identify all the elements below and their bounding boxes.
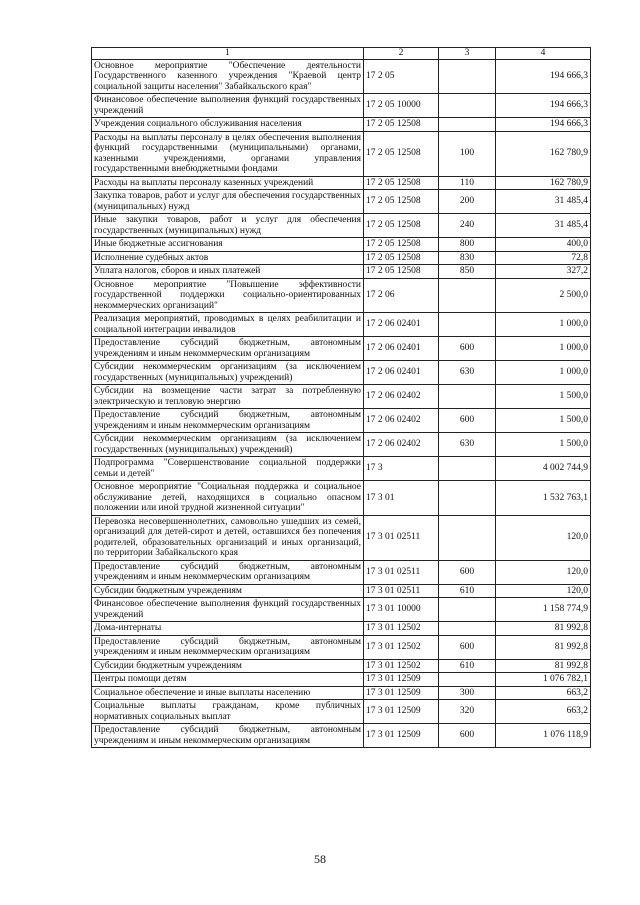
row-amount-cell: 162 780,9 <box>496 176 591 190</box>
row-amount-cell: 72,8 <box>496 251 591 265</box>
row-expense-type-cell: 610 <box>439 584 496 598</box>
row-code-cell: 17 2 05 12508 <box>364 176 439 190</box>
row-expense-type-cell: 240 <box>439 214 496 238</box>
row-name-cell: Субсидии бюджетным учреждениям <box>92 659 364 673</box>
row-code-cell: 17 2 06 02401 <box>364 361 439 385</box>
row-amount-cell: 663,2 <box>496 700 591 724</box>
table-row <box>92 251 591 265</box>
row-expense-type-cell: 100 <box>439 131 496 176</box>
row-code-cell: 17 3 01 12502 <box>364 659 439 673</box>
row-name-cell: Социальные выплаты гражданам, кроме публичных нормативных социальных выплат <box>92 700 364 724</box>
table-row <box>92 409 591 433</box>
row-expense-type-cell <box>439 278 496 313</box>
row-expense-type-cell <box>439 515 496 560</box>
row-expense-type-cell: 600 <box>439 337 496 361</box>
row-amount-cell: 162 780,9 <box>496 131 591 176</box>
table-row <box>92 560 591 584</box>
row-expense-type-cell <box>439 598 496 622</box>
row-code-cell: 17 2 05 10000 <box>364 94 439 118</box>
row-expense-type-cell: 600 <box>439 409 496 433</box>
table-row <box>92 433 591 457</box>
column-header-4: 4 <box>496 48 591 60</box>
page-number: 58 <box>314 852 326 866</box>
row-code-cell: 17 3 01 02511 <box>364 584 439 598</box>
table-row <box>92 337 591 361</box>
row-code-cell: 17 3 01 12502 <box>364 635 439 659</box>
row-code-cell: 17 3 01 10000 <box>364 598 439 622</box>
row-code-cell: 17 2 06 02402 <box>364 409 439 433</box>
table-row <box>92 635 591 659</box>
row-code-cell: 17 3 01 <box>364 481 439 516</box>
row-code-cell: 17 2 05 12508 <box>364 190 439 214</box>
row-name-cell: Предоставление субсидий бюджетным, автономным учреждениям и иным некоммерческим организациям <box>92 337 364 361</box>
row-amount-cell: 1 158 774,9 <box>496 598 591 622</box>
row-expense-type-cell <box>439 118 496 132</box>
table-row <box>92 214 591 238</box>
row-expense-type-cell: 600 <box>439 635 496 659</box>
row-name-cell: Исполнение судебных актов <box>92 251 364 265</box>
row-amount-cell: 1 532 763,1 <box>496 481 591 516</box>
row-amount-cell: 4 002 744,9 <box>496 457 591 481</box>
table-row <box>92 515 591 560</box>
row-amount-cell: 31 485,4 <box>496 190 591 214</box>
row-name-cell: Основное мероприятие "Обеспечение деятельности Государственного казенного учреждения "Краевой центр социальной защиты населения" Забайкальского края" <box>92 59 364 94</box>
table-row <box>92 598 591 622</box>
column-header-3: 3 <box>439 48 496 60</box>
row-name-cell: Учреждения социального обслуживания населения <box>92 118 364 132</box>
row-name-cell: Основное мероприятие "Повышение эффективности государственной поддержки социально-ориентированных некоммерческих организаций" <box>92 278 364 313</box>
table-row <box>92 59 591 94</box>
row-expense-type-cell <box>439 481 496 516</box>
row-amount-cell: 194 666,3 <box>496 59 591 94</box>
column-header-2: 2 <box>364 48 439 60</box>
row-expense-type-cell <box>439 385 496 409</box>
table-row <box>92 265 591 279</box>
row-name-cell: Субсидии на возмещение части затрат за потребленную электрическую и тепловую энергию <box>92 385 364 409</box>
row-code-cell: 17 2 06 02402 <box>364 433 439 457</box>
row-expense-type-cell: 610 <box>439 659 496 673</box>
row-name-cell: Подпрограмма "Совершенствование социальной поддержки семьи и детей" <box>92 457 364 481</box>
row-amount-cell: 120,0 <box>496 515 591 560</box>
row-amount-cell: 1 500,0 <box>496 409 591 433</box>
row-amount-cell: 2 500,0 <box>496 278 591 313</box>
row-name-cell: Предоставление субсидий бюджетным, автономным учреждениям и иным некоммерческим организациям <box>92 724 364 748</box>
table-row <box>92 313 591 337</box>
table-row <box>92 584 591 598</box>
row-amount-cell: 120,0 <box>496 584 591 598</box>
table-row <box>92 700 591 724</box>
row-code-cell: 17 3 01 12509 <box>364 724 439 748</box>
row-expense-type-cell <box>439 313 496 337</box>
row-name-cell: Основное мероприятие "Социальная поддержка и социальное обслуживание детей, находящихся в социально опасном положении или иной трудной жизненной ситуации" <box>92 481 364 516</box>
table-row <box>92 118 591 132</box>
row-amount-cell: 663,2 <box>496 686 591 700</box>
row-expense-type-cell: 800 <box>439 238 496 252</box>
row-amount-cell: 1 500,0 <box>496 385 591 409</box>
budget-table <box>91 47 591 748</box>
table-row <box>92 238 591 252</box>
row-amount-cell: 1 076 782,1 <box>496 673 591 687</box>
row-amount-cell: 1 000,0 <box>496 313 591 337</box>
table-row <box>92 724 591 748</box>
table-row <box>92 131 591 176</box>
row-name-cell: Финансовое обеспечение выполнения функций государственных учреждений <box>92 94 364 118</box>
row-code-cell: 17 3 01 12502 <box>364 622 439 636</box>
row-expense-type-cell: 300 <box>439 686 496 700</box>
row-name-cell: Расходы на выплаты персоналу в целях обеспечения выполнения функций государственными (муниципальными) органами, казенными учреждениями, органами управления государственными внебюджетными фондами <box>92 131 364 176</box>
row-name-cell: Субсидии некоммерческим организациям (за исключением государственных (муниципальных) учреждений) <box>92 433 364 457</box>
row-name-cell: Социальное обеспечение и иные выплаты населению <box>92 686 364 700</box>
table-row <box>92 457 591 481</box>
row-name-cell: Центры помощи детям <box>92 673 364 687</box>
row-code-cell: 17 2 06 02402 <box>364 385 439 409</box>
row-amount-cell: 120,0 <box>496 560 591 584</box>
row-code-cell: 17 3 01 02511 <box>364 515 439 560</box>
row-expense-type-cell: 600 <box>439 724 496 748</box>
row-code-cell: 17 3 <box>364 457 439 481</box>
row-amount-cell: 81 992,8 <box>496 635 591 659</box>
row-code-cell: 17 2 06 02401 <box>364 337 439 361</box>
row-name-cell: Иные закупки товаров, работ и услуг для обеспечения государственных (муниципальных) нужд <box>92 214 364 238</box>
table-row <box>92 190 591 214</box>
row-name-cell: Финансовое обеспечение выполнения функций государственных учреждений <box>92 598 364 622</box>
row-code-cell: 17 2 05 12508 <box>364 238 439 252</box>
table-row <box>92 659 591 673</box>
row-expense-type-cell: 630 <box>439 433 496 457</box>
table-row <box>92 176 591 190</box>
row-name-cell: Расходы на выплаты персоналу казенных учреждений <box>92 176 364 190</box>
row-code-cell: 17 3 01 02511 <box>364 560 439 584</box>
row-code-cell: 17 2 05 12508 <box>364 131 439 176</box>
row-expense-type-cell: 200 <box>439 190 496 214</box>
table-row <box>92 278 591 313</box>
row-name-cell: Предоставление субсидий бюджетным, автономным учреждениям и иным некоммерческим организациям <box>92 635 364 659</box>
row-code-cell: 17 2 06 <box>364 278 439 313</box>
row-name-cell: Перевозка несовершеннолетних, самовольно ушедших из семей, организаций для детей-сирот и детей, оставшихся без попечения родителей, образовательных организаций и иных организаций, по территории Забайкальского края <box>92 515 364 560</box>
row-expense-type-cell: 110 <box>439 176 496 190</box>
header-row <box>92 48 591 60</box>
table-row <box>92 361 591 385</box>
table-row <box>92 385 591 409</box>
row-code-cell: 17 2 05 12508 <box>364 118 439 132</box>
row-expense-type-cell <box>439 457 496 481</box>
row-code-cell: 17 2 06 02401 <box>364 313 439 337</box>
table-row <box>92 686 591 700</box>
row-name-cell: Иные бюджетные ассигнования <box>92 238 364 252</box>
row-expense-type-cell: 830 <box>439 251 496 265</box>
row-amount-cell: 1 000,0 <box>496 361 591 385</box>
row-amount-cell: 81 992,8 <box>496 659 591 673</box>
row-name-cell: Субсидии бюджетным учреждениям <box>92 584 364 598</box>
row-name-cell: Субсидии некоммерческим организациям (за исключением государственных (муниципальных) учреждений) <box>92 361 364 385</box>
table-row <box>92 481 591 516</box>
row-amount-cell: 194 666,3 <box>496 118 591 132</box>
table-row <box>92 622 591 636</box>
row-name-cell: Реализация мероприятий, проводимых в целях реабилитации и социальной интеграции инвалидов <box>92 313 364 337</box>
row-expense-type-cell <box>439 59 496 94</box>
row-expense-type-cell <box>439 673 496 687</box>
row-amount-cell: 31 485,4 <box>496 214 591 238</box>
row-amount-cell: 194 666,3 <box>496 94 591 118</box>
row-amount-cell: 81 992,8 <box>496 622 591 636</box>
row-code-cell: 17 3 01 12509 <box>364 673 439 687</box>
table-row <box>92 673 591 687</box>
row-expense-type-cell: 600 <box>439 560 496 584</box>
row-expense-type-cell: 630 <box>439 361 496 385</box>
row-amount-cell: 400,0 <box>496 238 591 252</box>
row-amount-cell: 1 076 118,9 <box>496 724 591 748</box>
row-code-cell: 17 2 05 12508 <box>364 251 439 265</box>
row-name-cell: Предоставление субсидий бюджетным, автономным учреждениям и иным некоммерческим организациям <box>92 560 364 584</box>
column-header-1: 1 <box>92 48 364 60</box>
row-code-cell: 17 2 05 <box>364 59 439 94</box>
table-body <box>92 59 591 748</box>
row-amount-cell: 327,2 <box>496 265 591 279</box>
row-expense-type-cell: 320 <box>439 700 496 724</box>
table-row <box>92 94 591 118</box>
row-expense-type-cell: 850 <box>439 265 496 279</box>
row-name-cell: Предоставление субсидий бюджетным, автономным учреждениям и иным некоммерческим организациям <box>92 409 364 433</box>
row-code-cell: 17 2 05 12508 <box>364 265 439 279</box>
row-name-cell: Уплата налогов, сборов и иных платежей <box>92 265 364 279</box>
row-code-cell: 17 3 01 12509 <box>364 700 439 724</box>
row-code-cell: 17 2 05 12508 <box>364 214 439 238</box>
row-code-cell: 17 3 01 12509 <box>364 686 439 700</box>
row-expense-type-cell <box>439 94 496 118</box>
row-name-cell: Закупка товаров, работ и услуг для обеспечения государственных (муниципальных) нужд <box>92 190 364 214</box>
row-amount-cell: 1 000,0 <box>496 337 591 361</box>
row-expense-type-cell <box>439 622 496 636</box>
row-amount-cell: 1 500,0 <box>496 433 591 457</box>
row-name-cell: Дома-интернаты <box>92 622 364 636</box>
